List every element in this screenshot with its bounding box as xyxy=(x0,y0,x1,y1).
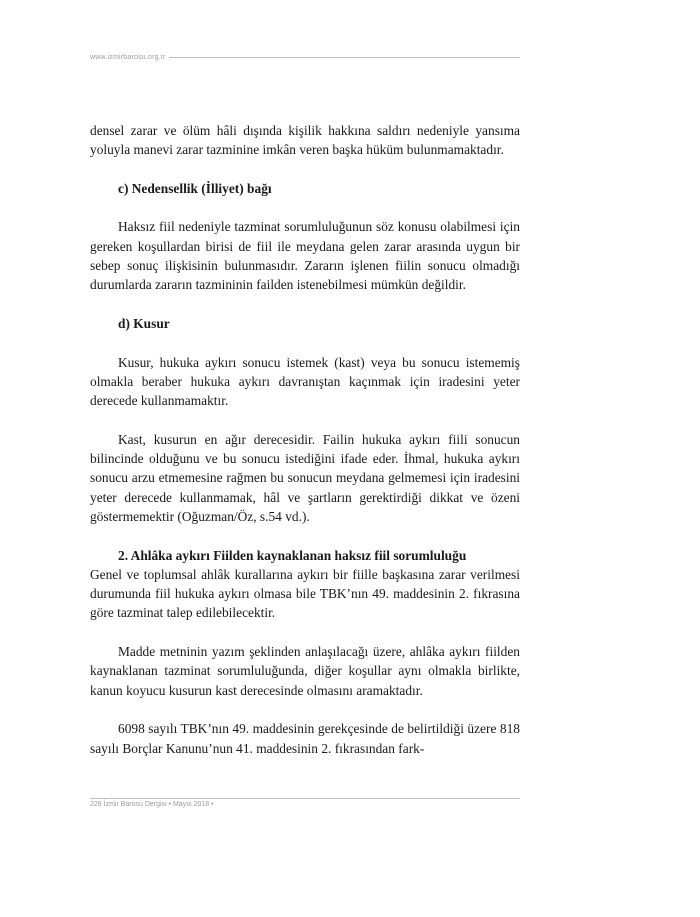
section-heading-causality: c) Nedensellik (İlliyet) bağı xyxy=(118,180,272,196)
page-footer xyxy=(90,798,520,808)
header-url: www.izmirbarosu.org.tr xyxy=(90,54,166,61)
page-header xyxy=(90,54,520,61)
section-heading-immoral-act: 2. Ahlâka aykırı Fiilden kaynaklanan haksız fiil sorumluluğu xyxy=(118,547,467,563)
section-heading-fault: d) Kusur xyxy=(118,315,170,331)
paragraph-immoral-act: Genel ve toplumsal ahlâk kurallarına aykırı bir fiille başkasına zarar verilmesi durumunda fiil hukuka aykırı olmasa bile TBK’nın 49. maddesinin 2. fıkrasına göre tazminat talep edilebilecektir. xyxy=(90,566,520,621)
paragraph-article-text: Madde metninin yazım şeklinden anlaşılacağı üzere, ahlâka aykırı fiilden kaynaklanan tazminat sorumluluğunda, diğer koşullar aynı olmakla birlikte, kanun koyucu kusurun kast derecesinde olmasını aramaktadır. xyxy=(90,644,520,698)
paragraph-article-rationale: 6098 sayılı TBK’nın 49. maddesinin gerekçesinde de belirtildiği üzere 818 sayılı Borçlar Kanunu’nun 41. maddesinin 2. fıkrasından fark- xyxy=(90,721,520,756)
paragraph-causality: Haksız fiil nedeniyle tazminat sorumluluğunun söz konusu olabilmesi için gereken koşullardan birisi de fiil ile meydana gelen zarar arasında uygun bir sebep sonuç ilişkisinin bulunmasıdır. Zararın işlenen fiilin sonucu olmadığı durumlarda zararın tazmininin failden istenebilmesi mümkün değildir. xyxy=(90,219,520,293)
header-rule xyxy=(169,57,520,58)
paragraph-continuation: densel zarar ve ölüm hâli dışında kişilik hakkına saldırı nedeniyle yansıma yoluyla manevi zarar tazminine imkân veren başka hüküm bulunmamaktadır. xyxy=(90,123,520,158)
paragraph-fault-definition: Kusur, hukuka aykırı sonucu istemek (kast) veya bu sonucu istememiş olmakla beraber hukuka aykırı davranıştan kaçınmak için iradesini yeter derecede kullanmamaktır. xyxy=(90,354,520,409)
page-content xyxy=(90,121,520,758)
footer-text: 228 İzmir Barosu Dergisi • Mayıs 2018 • xyxy=(90,801,217,808)
paragraph-intent-negligence: Kast, kusurun en ağır derecesidir. Failin hukuka aykırı fiili sonucun bilincinde olduğunu ve bu sonucu istediğini ifade eder. İhmal, hukuka aykırı sonucu arzu etmemesine rağmen bu sonucun meydana gelmemesi için iradesini yeter derecede kullanmamak, hâl ve şartların gerektirdiği dikkat ve özeni göstermemektir (Oğuzman/Öz, s.54 vd.). xyxy=(90,431,520,524)
